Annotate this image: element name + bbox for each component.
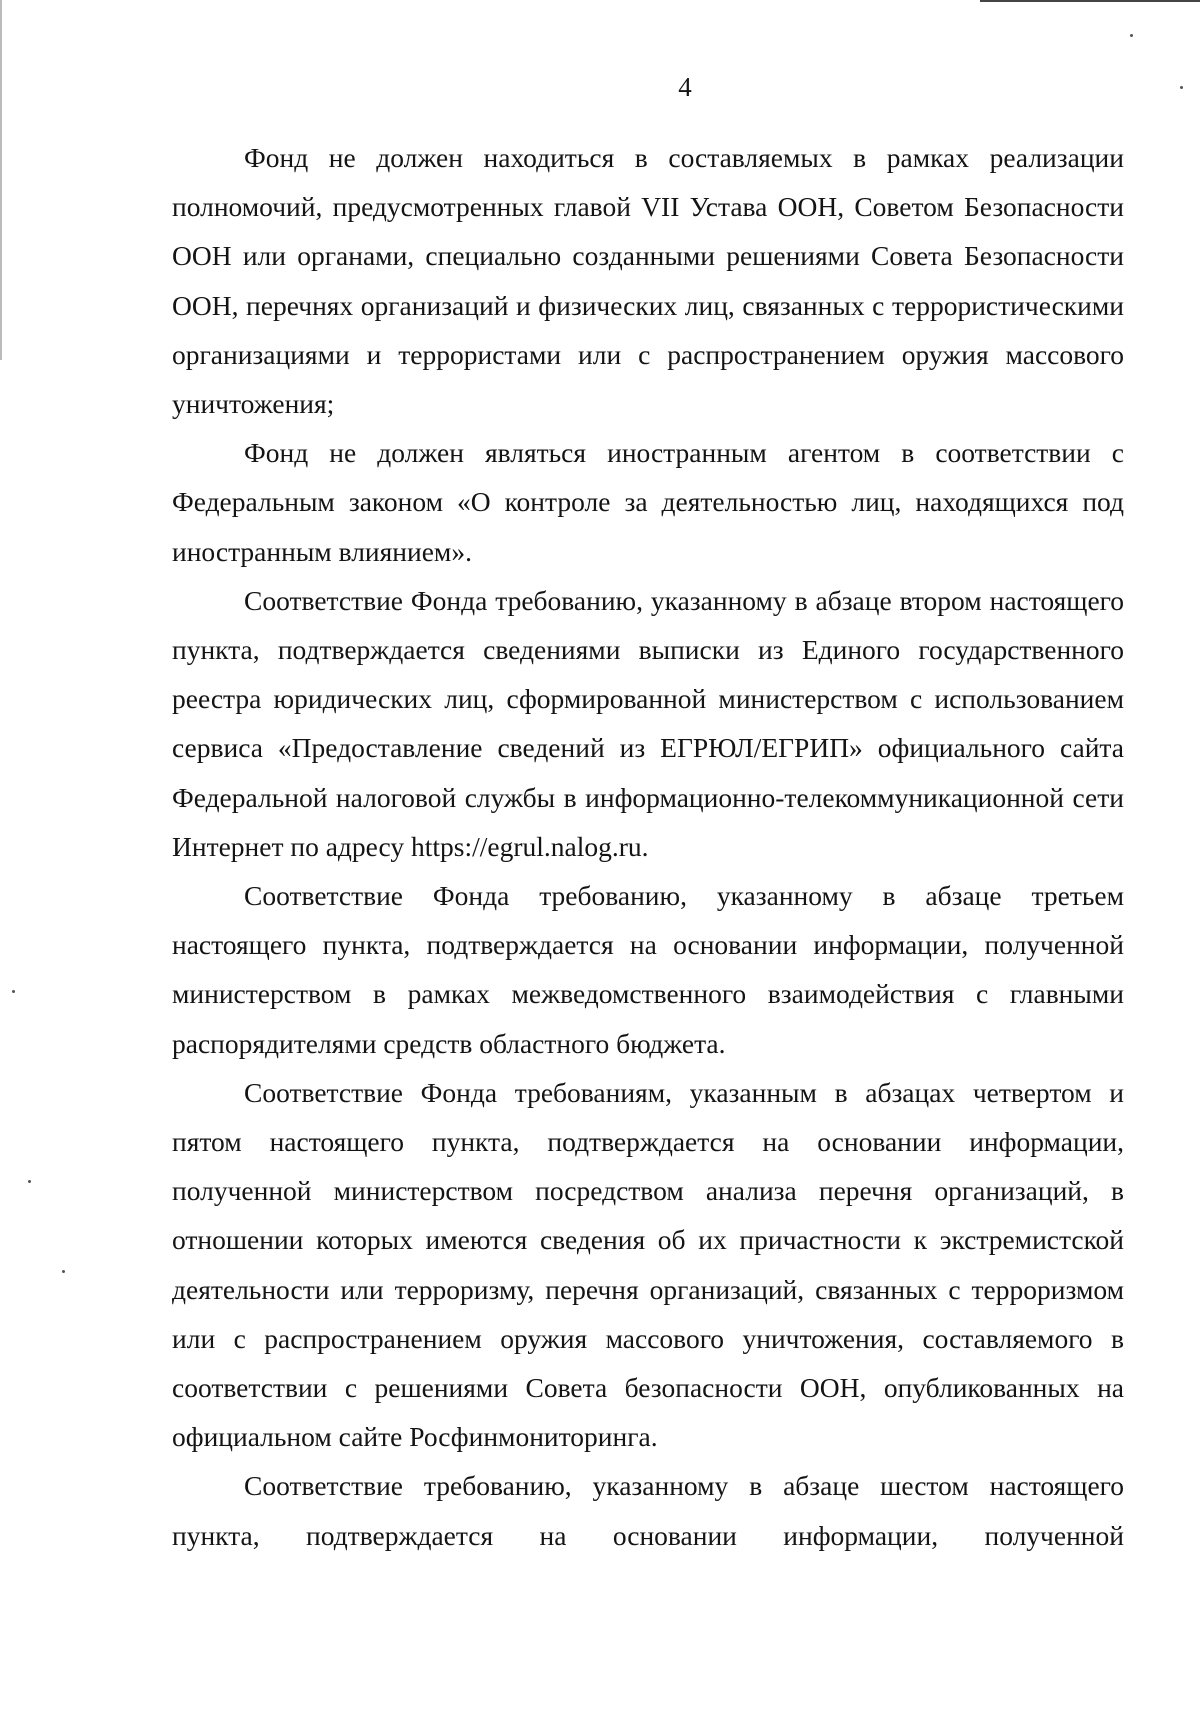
paragraph-1: Фонд не должен находиться в составляемых в рамках реализации полномочий, предусмотренных главой VII Устава ООН, Советом Безопасности ООН или органами, специально созданными решениями Совета Безопасности ООН, перечнях организаций и физических лиц, связанных с террористическими организациями и террористами или с распространением оружия массового уничтожения; [172,142,1124,420]
scan-speck [28,1180,31,1183]
scan-speck [12,990,15,993]
top-edge-rule [980,0,1200,2]
paragraph-4: Соответствие Фонда требованию, указанному в абзаце третьем настоящего пункта, подтверждается на основании информации, полученной министерством в рамках межведомственного взаимодействия с главными распорядителями средств областного бюджета. [172,880,1124,1059]
paragraph-6: Соответствие требованию, указанному в абзаце шестом настоящего пункта, подтверждается на основании информации, полученной [172,1470,1124,1551]
paragraph-2: Фонд не должен являться иностранным агентом в соответствии с Федеральным законом «О контроле за деятельностью лиц, находящихся под иностранным влиянием». [172,437,1124,567]
document-body [172,133,1124,1560]
paragraph-5: Соответствие Фонда требованиям, указанным в абзацах четвертом и пятом настоящего пункта, подтверждается на основании информации, полученной министерством посредством анализа перечня организаций, в отношении которых имеются сведения об их причастности к экстремистской деятельности или терроризму, перечня организаций, связанных с терроризмом или с распространением оружия массового уничтожения, составляемого в соответствии с решениями Совета безопасности ООН, опубликованных на официальном сайте Росфинмониторинга. [172,1076,1124,1453]
left-scan-edge [0,0,2,360]
scan-speck [62,1270,65,1273]
scan-speck [1130,34,1133,37]
paragraph-3: Соответствие Фонда требованию, указанному в абзаце втором настоящего пункта, подтверждается сведениями выписки из Единого государственного реестра юридических лиц, сформированной министерством с использованием сервиса «Предоставление сведений из ЕГРЮЛ/ЕГРИП» официального сайта Федеральной налоговой службы в информационно-телекоммуникационной сети Интернет по адресу https://egrul.nalog.ru. [172,584,1124,862]
page-number: 4 [678,72,692,102]
scan-speck [1180,86,1183,89]
